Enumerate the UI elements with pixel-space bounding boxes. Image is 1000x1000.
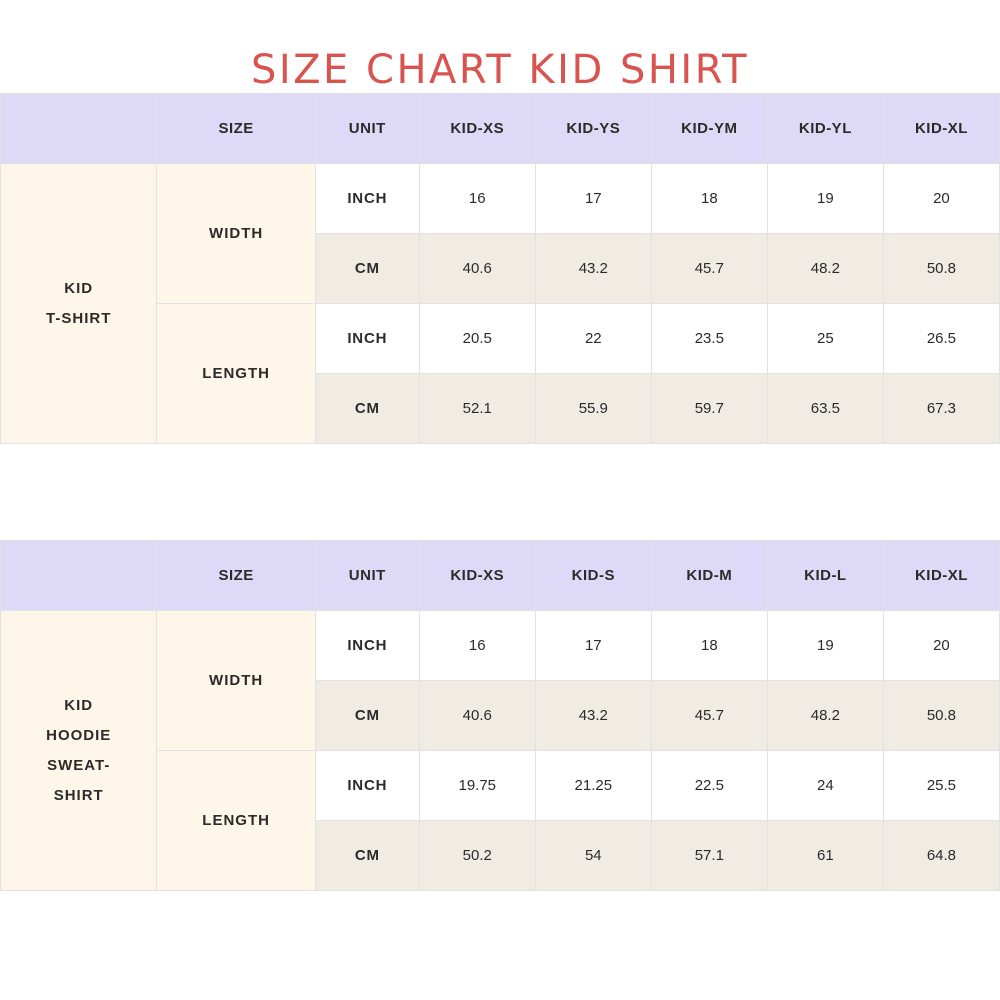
value-cell: 16 — [419, 611, 535, 681]
header-cell-size-5: KID-XL — [883, 541, 999, 611]
header-cell-corner — [1, 94, 157, 164]
value-cell: 64.8 — [883, 821, 999, 891]
value-cell: 48.2 — [767, 234, 883, 304]
value-cell: 59.7 — [651, 374, 767, 444]
unit-cell-cm: CM — [315, 234, 419, 304]
value-cell: 55.9 — [535, 374, 651, 444]
value-cell: 19.75 — [419, 751, 535, 821]
header-cell-size-5: KID-XL — [883, 94, 999, 164]
table-header-row — [1, 541, 1000, 611]
table-gap-spacer — [0, 444, 1000, 540]
value-cell: 22 — [535, 304, 651, 374]
value-cell: 54 — [535, 821, 651, 891]
size-table-kid-t-shirt — [0, 93, 1000, 444]
table-wrapper-kid-hoodie-sweatshirt — [0, 540, 1000, 891]
header-cell-size: SIZE — [157, 541, 315, 611]
value-cell: 22.5 — [651, 751, 767, 821]
value-cell: 40.6 — [419, 681, 535, 751]
unit-cell-inch: INCH — [315, 164, 419, 234]
header-cell-size: SIZE — [157, 94, 315, 164]
value-cell: 17 — [535, 164, 651, 234]
size-table-kid-hoodie-sweatshirt — [0, 540, 1000, 891]
header-cell-corner — [1, 541, 157, 611]
header-cell-size-4: KID-L — [767, 541, 883, 611]
category-line: HOODIE — [46, 726, 112, 744]
category-cell — [1, 611, 157, 891]
value-cell: 20 — [883, 611, 999, 681]
value-cell: 52.1 — [419, 374, 535, 444]
unit-cell-cm: CM — [315, 374, 419, 444]
value-cell: 63.5 — [767, 374, 883, 444]
value-cell: 19 — [767, 164, 883, 234]
value-cell: 23.5 — [651, 304, 767, 374]
header-cell-size-1: KID-XS — [419, 541, 535, 611]
header-cell-unit: UNIT — [315, 94, 419, 164]
category-line: KID — [64, 279, 94, 297]
header-cell-size-1: KID-XS — [419, 94, 535, 164]
header-cell-size-2: KID-S — [535, 541, 651, 611]
value-cell: 45.7 — [651, 681, 767, 751]
value-cell: 16 — [419, 164, 535, 234]
category-cell — [1, 164, 157, 444]
value-cell: 24 — [767, 751, 883, 821]
measurement-label-width: WIDTH — [157, 611, 315, 751]
table-header-row — [1, 94, 1000, 164]
header-cell-size-3: KID-YM — [651, 94, 767, 164]
unit-cell-cm: CM — [315, 821, 419, 891]
measurement-label-length: LENGTH — [157, 751, 315, 891]
value-cell: 50.8 — [883, 234, 999, 304]
value-cell: 25 — [767, 304, 883, 374]
header-cell-size-3: KID-M — [651, 541, 767, 611]
value-cell: 57.1 — [651, 821, 767, 891]
value-cell: 26.5 — [883, 304, 999, 374]
value-cell: 25.5 — [883, 751, 999, 821]
value-cell: 19 — [767, 611, 883, 681]
value-cell: 21.25 — [535, 751, 651, 821]
value-cell: 40.6 — [419, 234, 535, 304]
category-line: SWEAT- — [47, 756, 111, 774]
unit-cell-inch: INCH — [315, 304, 419, 374]
measurement-label-width: WIDTH — [157, 164, 315, 304]
value-cell: 45.7 — [651, 234, 767, 304]
header-cell-size-2: KID-YS — [535, 94, 651, 164]
value-cell: 61 — [767, 821, 883, 891]
value-cell: 50.2 — [419, 821, 535, 891]
unit-cell-inch: INCH — [315, 611, 419, 681]
value-cell: 43.2 — [535, 234, 651, 304]
value-cell: 17 — [535, 611, 651, 681]
value-cell: 67.3 — [883, 374, 999, 444]
value-cell: 18 — [651, 611, 767, 681]
value-cell: 50.8 — [883, 681, 999, 751]
table-wrapper-kid-t-shirt — [0, 93, 1000, 444]
value-cell: 20 — [883, 164, 999, 234]
value-cell: 48.2 — [767, 681, 883, 751]
category-line: SHIRT — [53, 786, 104, 804]
table-row — [1, 611, 1000, 681]
unit-cell-inch: INCH — [315, 751, 419, 821]
category-line: T-SHIRT — [46, 309, 112, 327]
value-cell: 43.2 — [535, 681, 651, 751]
header-cell-unit: UNIT — [315, 541, 419, 611]
table-row — [1, 164, 1000, 234]
header-cell-size-4: KID-YL — [767, 94, 883, 164]
measurement-label-length: LENGTH — [157, 304, 315, 444]
value-cell: 20.5 — [419, 304, 535, 374]
unit-cell-cm: CM — [315, 681, 419, 751]
page-title: SIZE CHART KID SHIRT — [250, 47, 750, 93]
value-cell: 18 — [651, 164, 767, 234]
category-line: KID — [64, 696, 94, 714]
